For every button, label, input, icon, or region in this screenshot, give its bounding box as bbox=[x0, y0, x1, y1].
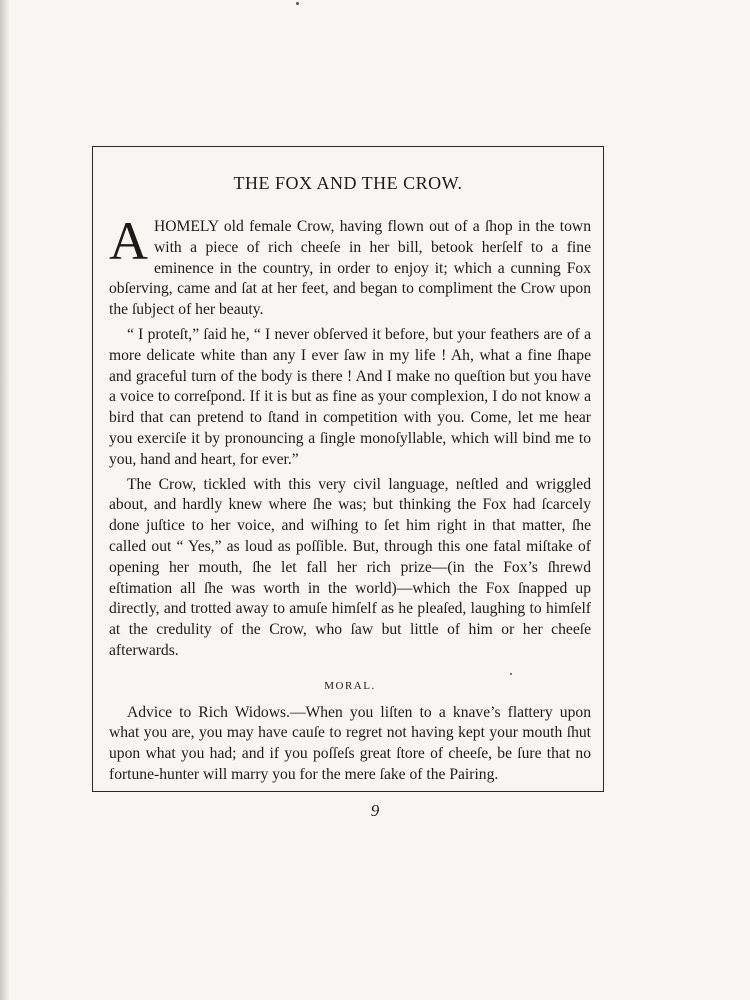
story-title: THE FOX AND THE CROW. bbox=[233, 173, 463, 193]
story-body bbox=[109, 211, 591, 790]
moral-text: Advice to Rich Widows.—When you liſten to a knave’s flattery upon what you are, you may have cauſe to regret not having kept your mouth ſhut upon what you had; and if you poſſeſs great ſtore of cheeſe, be ſure that no fortune-hunter will marry you for the mere ſake of the Pairing. bbox=[109, 703, 591, 783]
story-paragraph-2: “ I proteſt,” ſaid he, “ I never obſerved it before, but your feathers are of a more delicate white than any I ever ſaw in my life ! Ah, what a fine ſhape and graceful turn of the body is there ! And I make no queſtion but you have a voice to correſpond. If it is but as fine as your complexion, I do not know a bird that can pretend to ſtand in competition with you. Come, let me hear you exerciſe it by pronouncing a ſingle monoſyllable, which will bind me to you, hand and heart, for ever.” bbox=[109, 325, 591, 468]
moral-heading: MORAL. bbox=[324, 679, 376, 692]
text-frame bbox=[92, 146, 604, 792]
story-paragraph-3: The Crow, tickled with this very civil language, neſtled and wriggled about, and hardly knew where ſhe was; but thinking the Fox had ſcarcely done juſtice to her voice, and wiſhing to ſet him right in that matter, ſhe called out “ Yes,” as loud as poſſible. But, through this one fatal miſtake of opening her mouth, ſhe let fall her rich prize—(in the Fox’s ſhrewd eſtimation all ſhe was worth in the world)—which the Fox ſnapped up directly, and trotted away to amuſe himſelf as he pleaſed, laughing to himſelf at the credulity of the Crow, who ſaw but little of him or her cheeſe afterwards. bbox=[109, 475, 591, 659]
drop-cap: A bbox=[109, 211, 148, 271]
page-edge-shadow bbox=[0, 0, 10, 1000]
story-paragraph-1 bbox=[109, 211, 591, 321]
page-number: 9 bbox=[370, 801, 380, 820]
story-paragraph-1-text: HOMELY old female Crow, having flown out of a ſhop in the town with a piece of rich cheeſe in her bill, betook herſelf to a fine eminence in the country, in order to enjoy it; which a cunning Fox obſerving, came and ſat at her feet, and began to compliment the Crow upon the ſubject of her beauty. bbox=[109, 218, 591, 319]
ink-speck bbox=[296, 2, 299, 5]
